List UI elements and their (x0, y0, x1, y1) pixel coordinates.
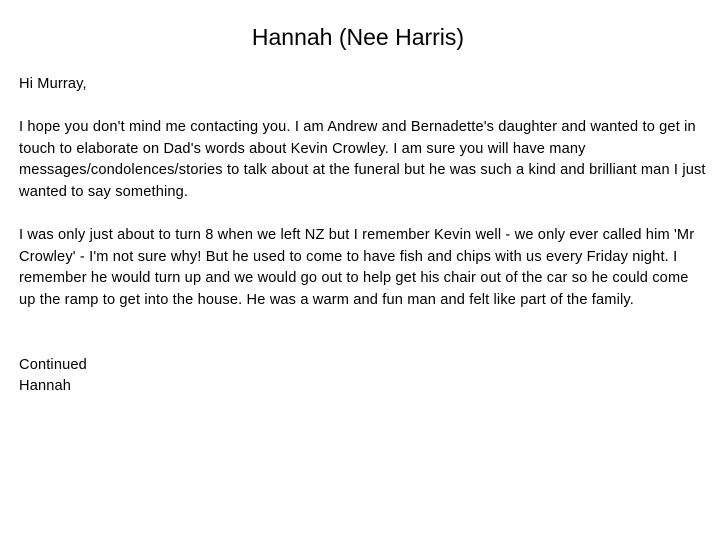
letter-body (19, 74, 709, 398)
letter-closing (19, 355, 709, 398)
continued-note: Continued (19, 356, 87, 373)
letter-greeting: Hi Murray, (19, 76, 87, 92)
letter-paragraph-1: I hope you don't mind me contacting you. I am Andrew and Bernadette's daughter and wanted to get in touch to elaborate on Dad's words about Kevin Crowley. I am sure you will have many messages/condolences/stories to talk about at the funeral but he was such a kind and brilliant man I just wanted to say something. (19, 119, 706, 200)
page-title: Hannah (Nee Harris) (251, 24, 465, 50)
letter-paragraph-2: I was only just about to turn 8 when we left NZ but I remember Kevin well - we only ever called him 'Mr Crowley' - I'm not sure why! But he used to come to have fish and chips with us every Friday night. I remember he would turn up and we would go out to help get his chair out of the car so he could come up the ramp to get into the house. He was a warm and fun man and felt like part of the family. (19, 227, 695, 308)
signature: Hannah (19, 378, 72, 395)
